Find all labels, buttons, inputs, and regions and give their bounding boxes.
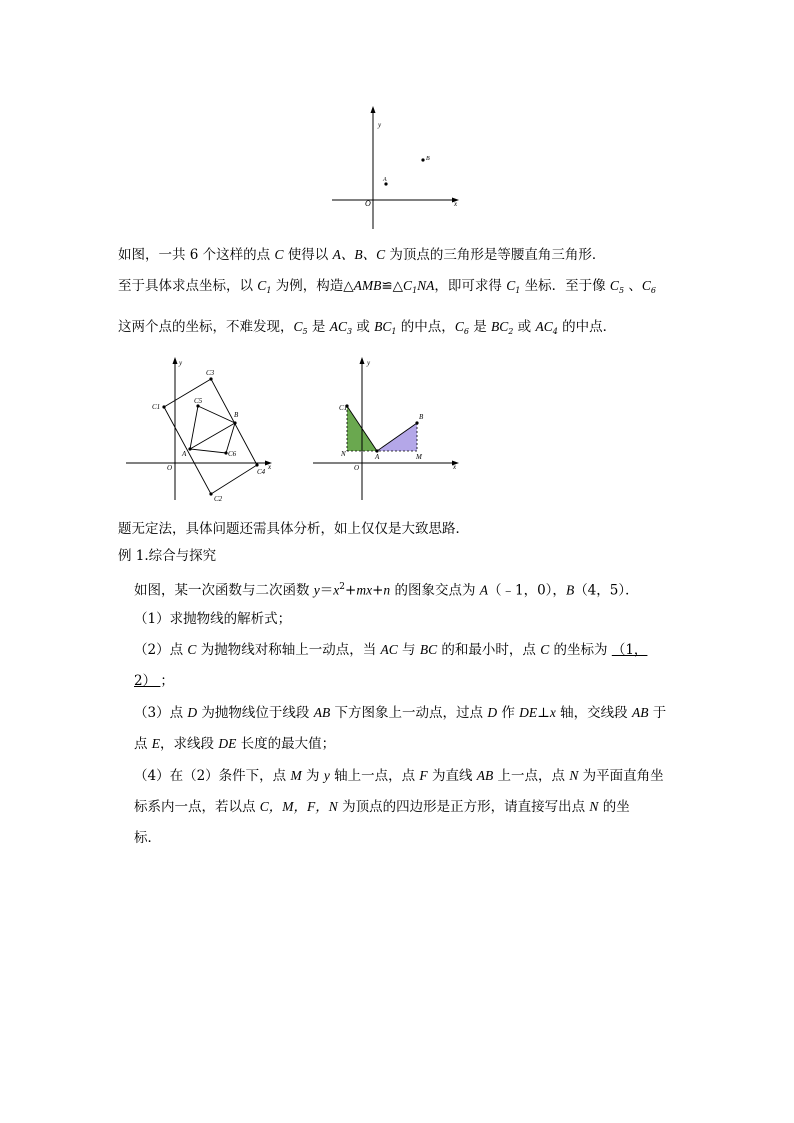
origin-label: O: [354, 464, 360, 472]
text-line-1: 如图，一共 6 个这样的点 C 使得以 A、B、C 为顶点的三角形是等腰直角三角形．: [118, 247, 606, 263]
question-3: （3）点 D 为抛物线位于线段 AB 下方图象上一动点，过点 D 作 DE⊥x 轴，交线段 AB 于: [134, 705, 667, 721]
label-a: A: [182, 450, 187, 458]
origin-label: O: [167, 464, 173, 472]
figure-six-points: [124, 355, 279, 505]
label-b: B: [419, 413, 424, 421]
text-line-4: 题无定法，具体问题还需具体分析，如上仅仅是大致思路．: [118, 521, 469, 537]
example-title: 例 1.综合与探究: [118, 548, 217, 564]
label-m: M: [416, 453, 422, 461]
label-c1: C1: [152, 403, 161, 411]
point-b: [233, 421, 236, 424]
label-n: N: [341, 450, 346, 458]
point-a-label: A: [383, 177, 387, 183]
y-label: y: [367, 359, 371, 367]
label-c6: C6: [228, 450, 237, 458]
question-4-end: 标．: [134, 830, 161, 846]
y-label: y: [179, 359, 183, 367]
x-label: x: [453, 463, 457, 471]
label-c1: C1: [339, 404, 348, 412]
question-2: （2）点 C 为抛物线对称轴上一动点，当 AC 与 BC 的和最小时，点 C 的坐标为 （1，: [134, 642, 648, 658]
x-label: x: [454, 200, 458, 208]
outer-square: [164, 379, 257, 494]
point-a: [188, 447, 191, 450]
label-c5: C5: [194, 397, 203, 405]
point-c3: [209, 377, 212, 380]
answer-part-1: （1，: [611, 642, 648, 658]
point-b-label: B: [426, 156, 430, 162]
question-1: （1）求抛物线的解析式；: [134, 611, 292, 627]
label-c3: C3: [206, 369, 215, 377]
point-c2: [209, 492, 212, 495]
label-a: A: [375, 453, 380, 461]
point-b: [415, 421, 418, 424]
label-b: B: [234, 411, 239, 419]
x-label: x: [268, 463, 272, 471]
figure-axes-ab: [328, 103, 468, 238]
inner-square: [190, 406, 235, 453]
question-4-cont: 标系内一点，若以点 C，M，F，N 为顶点的四边形是正方形，请直接写出点 N 的坐: [134, 799, 630, 815]
text-line-3: 这两个点的坐标，不难发现，$C_5$ 是 $AC_3$ 或 $BC_1$ 的中点，$C_6$ 是 $BC_2$ 或 $AC_4$ 的中点．: [118, 319, 617, 336]
question-2-cont: 2） ；: [134, 673, 174, 689]
question-4: （4）在（2）条件下，点 M 为 y 轴上一点，点 F 为直线 AB 上一点，点 N 为平面直角坐: [134, 768, 664, 784]
label-c4: C4: [257, 468, 266, 476]
point-c1: [162, 405, 165, 408]
text-line-2: 至于具体求点坐标，以 $C_1$ 为例，构造$\triangle AMB≌\triangle C_1NA$，即可求得 $C_1$ 坐标．至于像 $C_5$ 、$C_6$: [118, 278, 656, 295]
y-label: y: [378, 121, 382, 129]
example-intro: 如图，某一次函数与二次函数 $y=x^2+mx+n$ 的图象交点为 A（﹣1，0），B（4，5）．: [134, 582, 639, 599]
figure-congruent-triangles: [311, 355, 466, 505]
answer-part-2: 2）: [134, 673, 161, 689]
point-c4: [255, 463, 258, 466]
point-b: [421, 158, 424, 161]
label-c2: C2: [214, 495, 223, 503]
question-3-cont: 点 E，求线段 DE 长度的最大值；: [134, 736, 336, 752]
origin-label: O: [365, 199, 371, 208]
